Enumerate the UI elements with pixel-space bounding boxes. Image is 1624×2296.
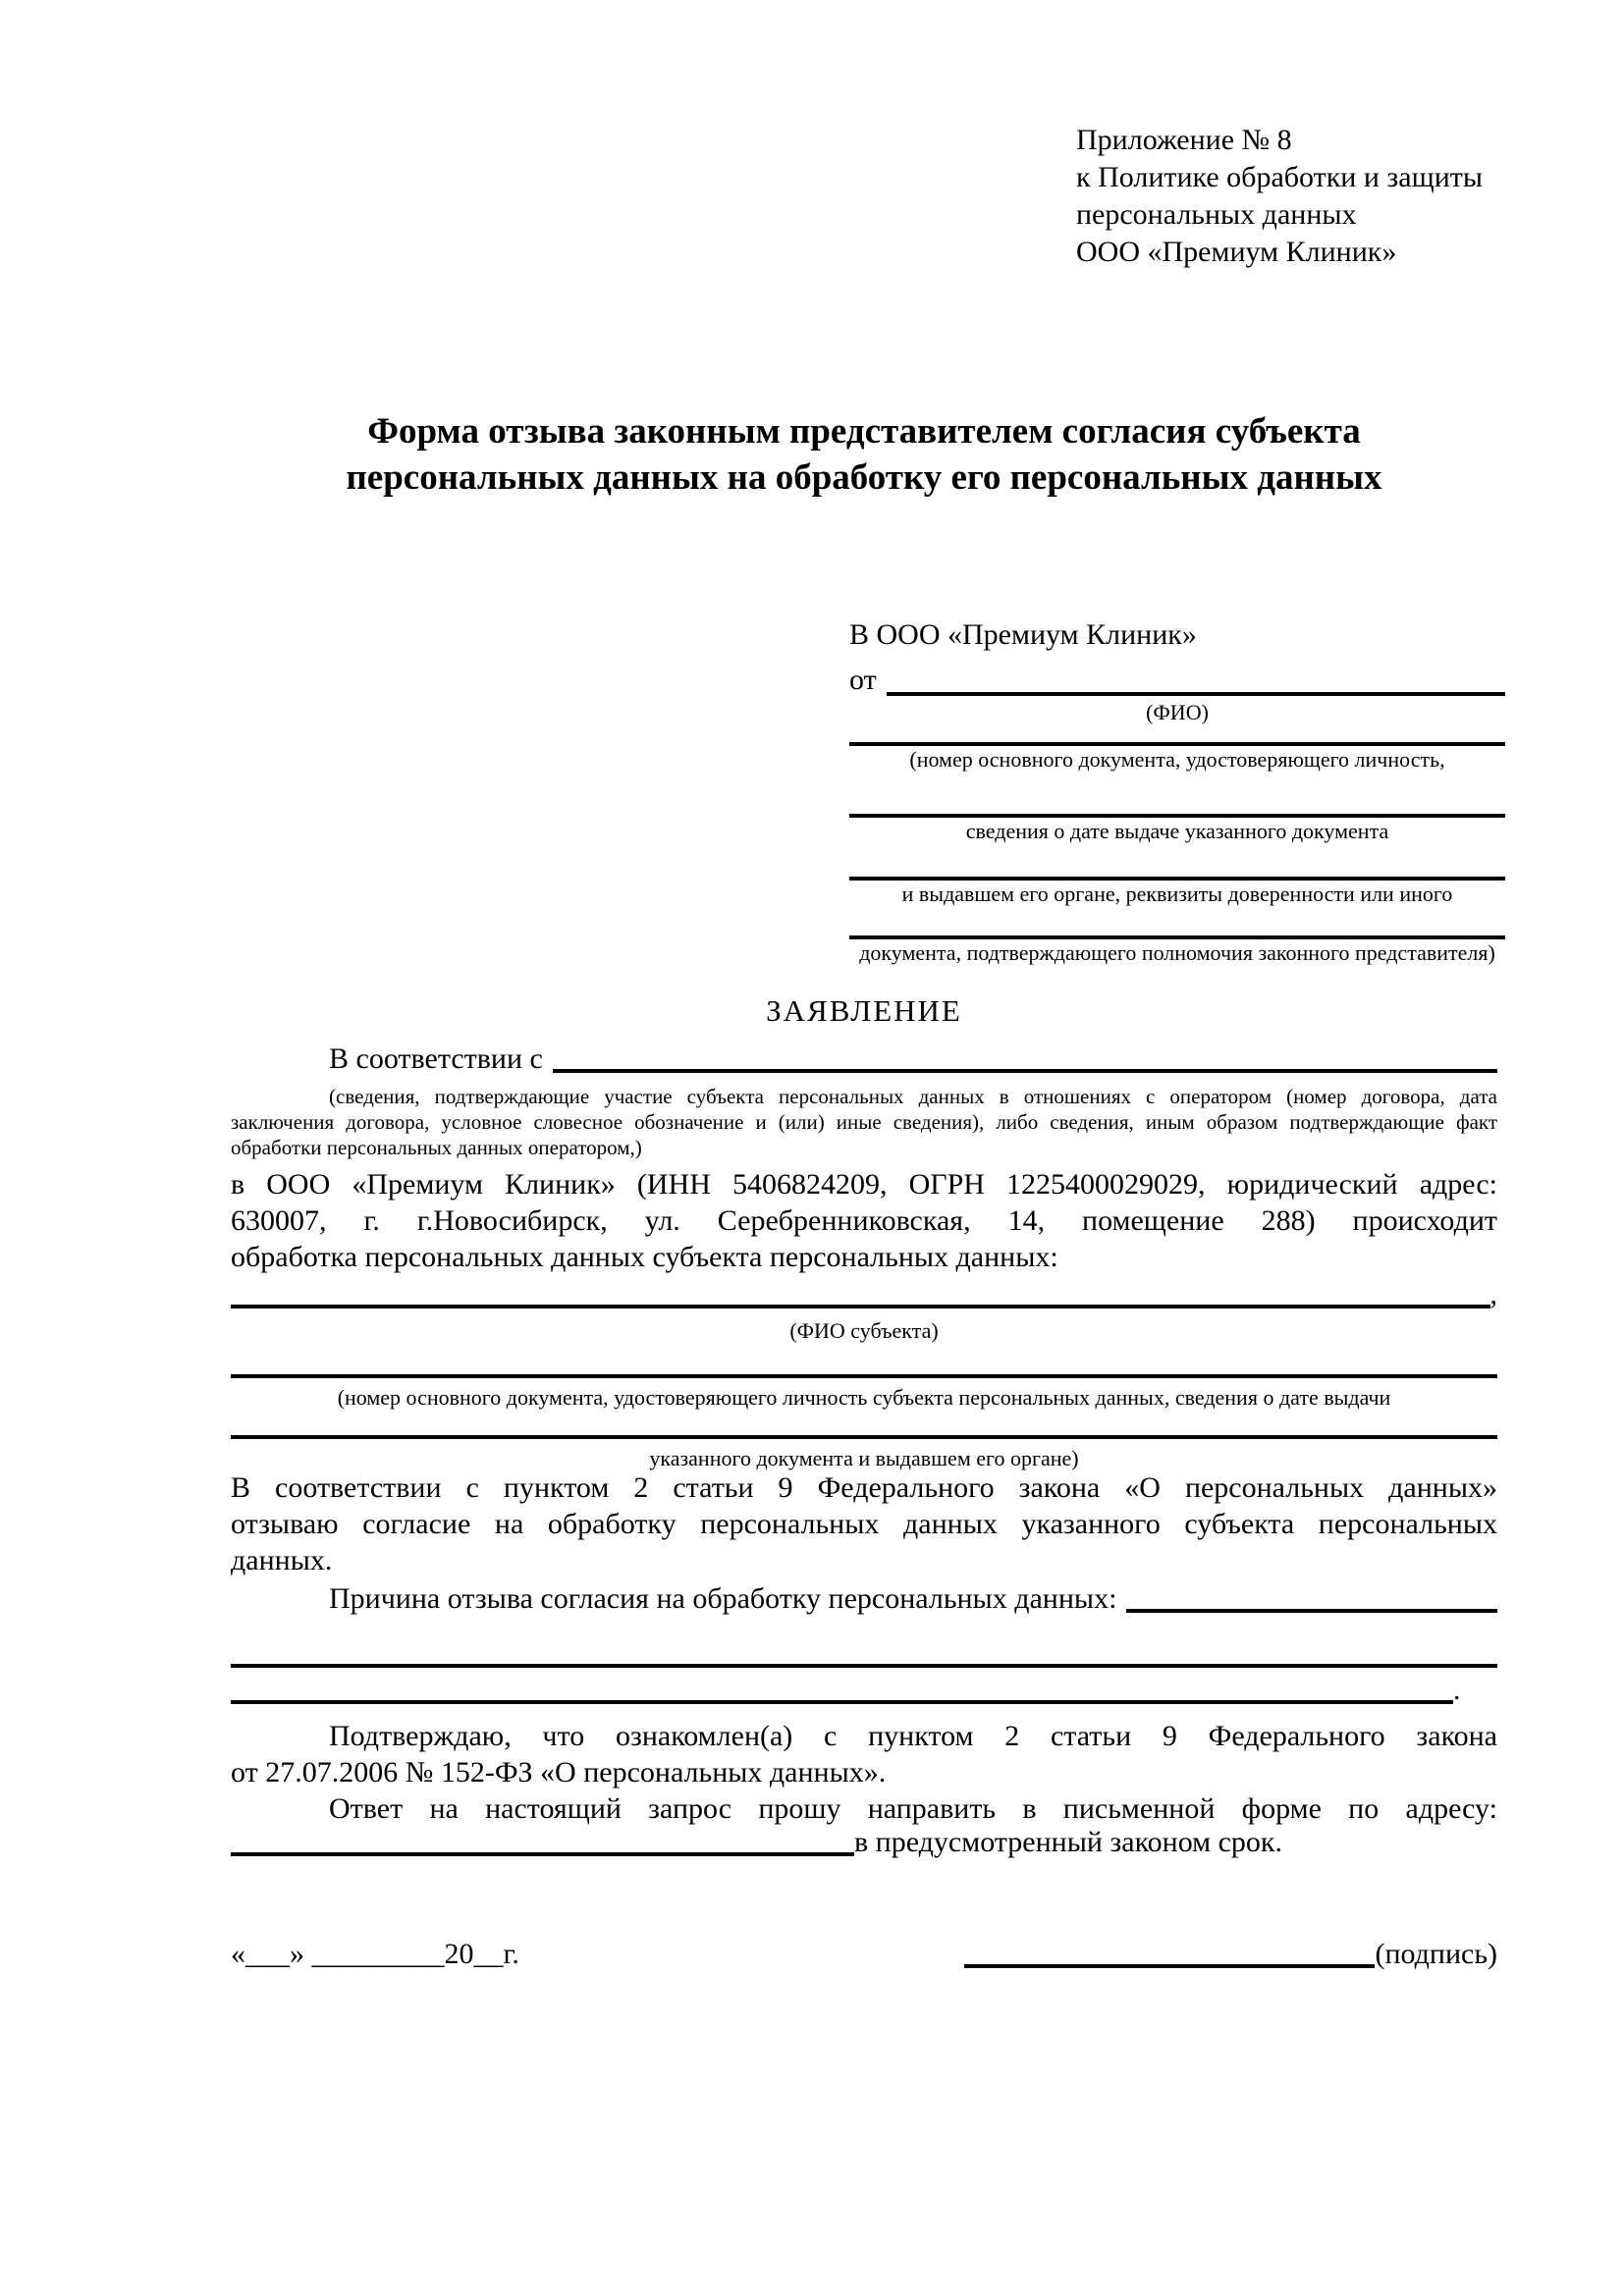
operator-paragraph-line: обработка персональных данных субъекта персональных данных: <box>231 1241 1058 1273</box>
accordance-caption <box>231 1084 1497 1160</box>
date-line: «___» _________20__г. <box>231 1938 519 1970</box>
title-line: Форма отзыва законным представителем согласия субъекта <box>367 411 1361 452</box>
accordance-blank-line <box>553 1069 1497 1073</box>
accordance-row <box>231 1037 1497 1076</box>
signature-caption: (подпись) <box>1375 1938 1497 1970</box>
withdrawal-paragraph-line: отзываю согласие на обработку персональных данных указанного субъекта персональных <box>231 1508 1497 1540</box>
subject-fio-blank-line <box>231 1305 1490 1308</box>
withdrawal-paragraph-line: В соответствии с пунктом 2 статьи 9 Федерального закона «О персональных данных» <box>231 1471 1497 1504</box>
title-line: персональных данных на обработку его персональных данных <box>346 457 1382 498</box>
document-title <box>231 408 1497 501</box>
accordance-caption-line: обработки персональных данных оператором,) <box>231 1136 642 1159</box>
reason-label: Причина отзыва согласия на обработку персональных данных: <box>329 1582 1117 1615</box>
accordance-caption-line: (сведения, подтверждающие участие субъекта персональных данных в отношениях с оператором (номер договора, дата <box>329 1085 1497 1108</box>
response-address-row <box>231 1824 1497 1859</box>
confirm-paragraph <box>231 1718 1497 1790</box>
statement-heading: ЗАЯВЛЕНИЕ <box>766 993 962 1028</box>
signature-group <box>964 1938 1497 1971</box>
confirm-paragraph-line: от 27.07.2006 № 152-ФЗ «О персональных данных». <box>231 1756 887 1789</box>
operator-paragraph <box>231 1166 1497 1275</box>
addressee-block <box>849 616 1505 966</box>
blank-line <box>231 1700 1453 1704</box>
blank-line-caption: сведения о дате выдаче указанного документа <box>965 819 1389 843</box>
blank-line-with-period <box>231 1672 1497 1707</box>
fio-caption: (ФИО) <box>1146 700 1209 724</box>
signature-date-row <box>231 1932 1497 1971</box>
addressee-to: В ООО «Премиум Клиник» <box>849 618 1197 651</box>
reason-blank-line <box>1126 1609 1497 1613</box>
subject-doc-caption: указанного документа и выдавшем его органе) <box>649 1446 1079 1470</box>
response-paragraph: Ответ на настоящий запрос прошу направить в письменной форме по адресу: <box>329 1792 1497 1825</box>
operator-paragraph-line: 630007, г. г.Новосибирск, ул. Серебренниковская, 14, помещение 288) происходит <box>231 1204 1497 1237</box>
period: . <box>1453 1674 1461 1706</box>
withdrawal-paragraph-line: данных. <box>231 1544 333 1576</box>
blank-line-caption: (номер основного документа, удостоверяющего личность, <box>909 747 1445 772</box>
accordance-label: В соответствии с <box>329 1042 543 1075</box>
confirm-paragraph-line: Подтверждаю, что ознакомлен(а) с пунктом 2 статьи 9 Федерального закона <box>329 1720 1497 1752</box>
blank-line <box>231 1374 1497 1378</box>
accordance-caption-line: заключения договора, условное словесное обозначение и (или) иные сведения), либо сведения, иным образом подтверждающие факт <box>231 1110 1497 1134</box>
subject-fio-caption: (ФИО субъекта) <box>789 1318 939 1343</box>
subject-doc-caption: (номер основного документа, удостоверяющего личность субъекта персональных данных, сведения о дате выдачи <box>337 1385 1391 1410</box>
reason-row <box>231 1576 1497 1616</box>
from-row <box>849 662 1505 699</box>
response-tail: в предусмотренный законом срок. <box>854 1826 1282 1858</box>
response-address-blank-line <box>231 1852 854 1856</box>
from-label: от <box>849 664 877 696</box>
operator-paragraph-line: в ООО «Премиум Клиник» (ИНН 5406824209, ОГРН 1225400029029, юридический адрес: <box>231 1168 1497 1201</box>
withdrawal-paragraph <box>231 1469 1497 1578</box>
blank-line-caption: документа, подтверждающего полномочия законного представителя) <box>859 940 1495 965</box>
blank-line-full <box>231 1664 1497 1668</box>
blank-line-caption: и выдавшем его органе, реквизиты доверенности или иного <box>901 881 1453 906</box>
appendix-line: Приложение № 8 <box>1076 124 1292 156</box>
appendix-line: персональных данных <box>1076 198 1357 231</box>
subject-fio-row <box>231 1279 1497 1311</box>
appendix-line: к Политике обработки и защиты <box>1076 161 1484 193</box>
blank-line <box>231 1435 1497 1439</box>
subject-comma: , <box>1489 1278 1497 1310</box>
signature-blank-line <box>964 1964 1375 1968</box>
representative-fio-blank-line <box>887 692 1505 696</box>
appendix-note <box>1076 122 1538 271</box>
appendix-line: ООО «Премиум Клиник» <box>1076 236 1397 268</box>
